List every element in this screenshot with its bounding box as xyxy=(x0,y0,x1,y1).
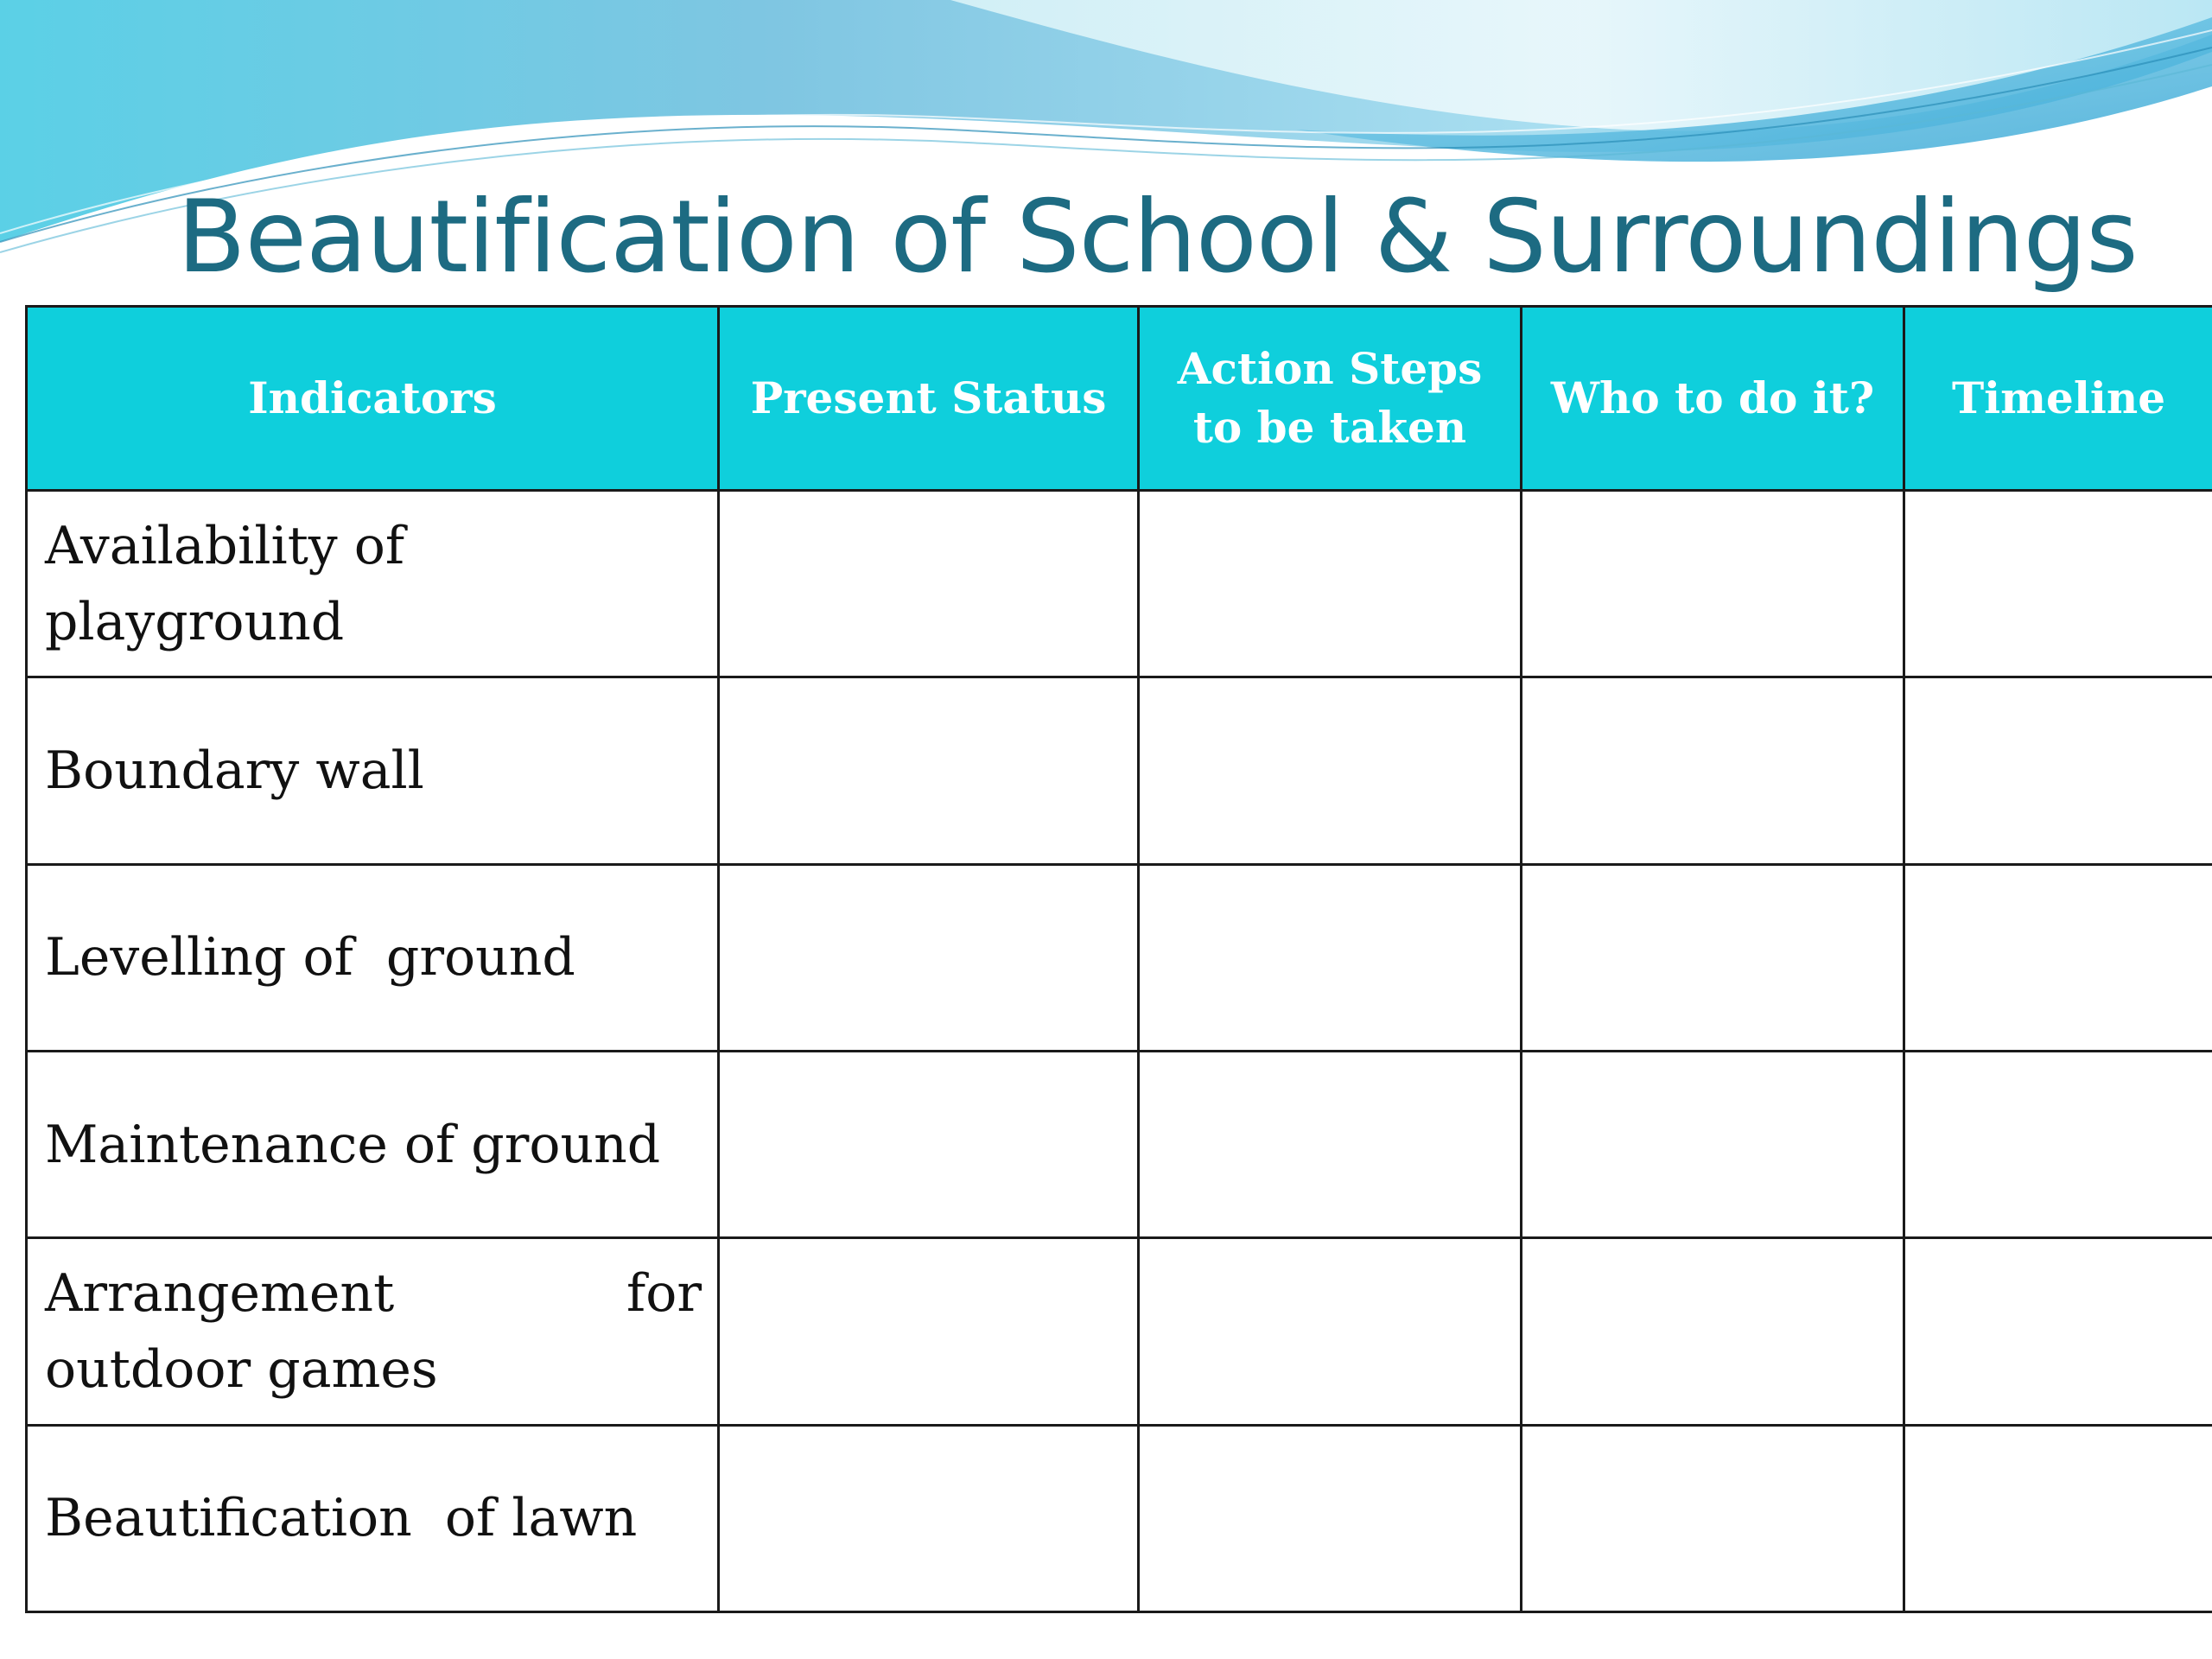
action-steps-cell[interactable] xyxy=(1139,1238,1522,1425)
table-row xyxy=(27,491,2212,677)
timeline-cell[interactable] xyxy=(1904,677,2212,864)
action-steps-cell[interactable] xyxy=(1139,1425,1522,1611)
indicator-cell: Beautification of lawn xyxy=(27,1425,719,1611)
header-action-steps: Action Steps to be taken xyxy=(1139,307,1522,491)
present-status-cell[interactable] xyxy=(719,1238,1139,1425)
header-indicators: Indicators xyxy=(27,307,719,491)
timeline-cell[interactable] xyxy=(1904,1425,2212,1611)
table-row xyxy=(27,864,2212,1051)
header-timeline: Timeline xyxy=(1904,307,2212,491)
action-steps-cell[interactable] xyxy=(1139,864,1522,1051)
indicator-cell: Arrangement for outdoor games xyxy=(27,1238,719,1425)
page-title: Beautification of School & Surroundings xyxy=(177,179,2138,296)
present-status-cell[interactable] xyxy=(719,491,1139,677)
action-steps-cell[interactable] xyxy=(1139,1051,1522,1237)
present-status-cell[interactable] xyxy=(719,1425,1139,1611)
table-row xyxy=(27,1051,2212,1237)
timeline-cell[interactable] xyxy=(1904,1051,2212,1237)
who-cell[interactable] xyxy=(1522,1425,1904,1611)
who-cell[interactable] xyxy=(1522,1051,1904,1237)
timeline-cell[interactable] xyxy=(1904,1238,2212,1425)
indicator-cell: Boundary wall xyxy=(27,677,719,864)
action-steps-cell[interactable] xyxy=(1139,677,1522,864)
present-status-cell[interactable] xyxy=(719,864,1139,1051)
who-cell[interactable] xyxy=(1522,864,1904,1051)
table-row xyxy=(27,677,2212,864)
who-cell[interactable] xyxy=(1522,491,1904,677)
timeline-cell[interactable] xyxy=(1904,864,2212,1051)
header-who: Who to do it? xyxy=(1522,307,1904,491)
planning-table xyxy=(25,305,2212,1613)
table-row xyxy=(27,1425,2212,1611)
table-row xyxy=(27,1238,2212,1425)
who-cell[interactable] xyxy=(1522,1238,1904,1425)
present-status-cell[interactable] xyxy=(719,1051,1139,1237)
header-present-status: Present Status xyxy=(719,307,1139,491)
indicator-cell: Availability of playground xyxy=(27,491,719,677)
action-steps-cell[interactable] xyxy=(1139,491,1522,677)
who-cell[interactable] xyxy=(1522,677,1904,864)
indicator-cell: Maintenance of ground xyxy=(27,1051,719,1237)
timeline-cell[interactable] xyxy=(1904,491,2212,677)
present-status-cell[interactable] xyxy=(719,677,1139,864)
indicator-cell: Levelling of ground xyxy=(27,864,719,1051)
table-header-row xyxy=(27,307,2212,491)
